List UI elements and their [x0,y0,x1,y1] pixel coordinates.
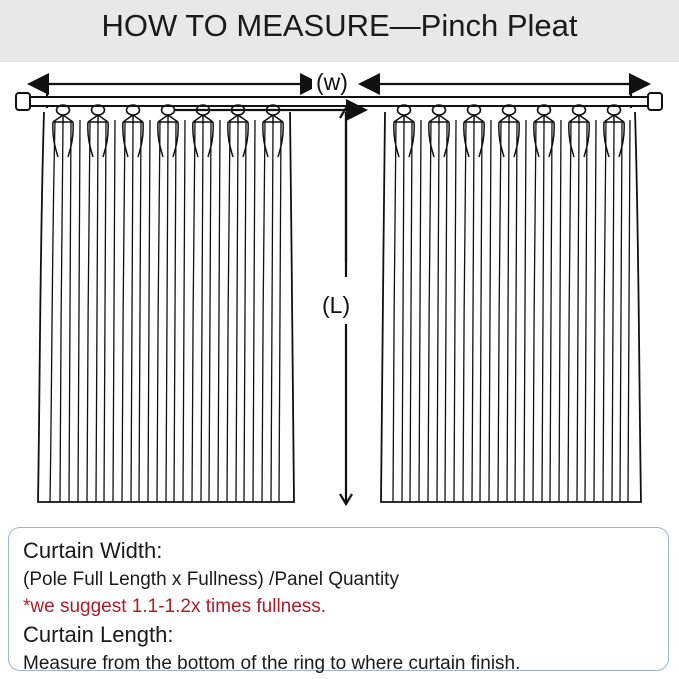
diagram-stage [0,62,679,524]
curtain-length-heading: Curtain Length: [23,622,174,647]
curtain-width-heading: Curtain Width: [23,538,163,563]
title-bar [0,0,679,62]
right-curtain-panel-icon [381,105,641,502]
measurement-info-box [8,527,669,674]
curtain-width-formula: (Pole Full Length x Fullness) /Panel Quantity [23,569,399,590]
left-curtain-panel-icon [38,105,294,502]
curtain-length-note: Measure from the bottom of the ring to where curtain finish. [23,653,521,674]
length-dimension-label: (L) [318,292,354,319]
fullness-suggestion-note: *we suggest 1.1-1.2x times fullness. [23,596,327,617]
page-title: HOW TO MEASURE—Pinch Pleat [101,8,578,43]
width-dimension-label: (w) [312,69,352,96]
